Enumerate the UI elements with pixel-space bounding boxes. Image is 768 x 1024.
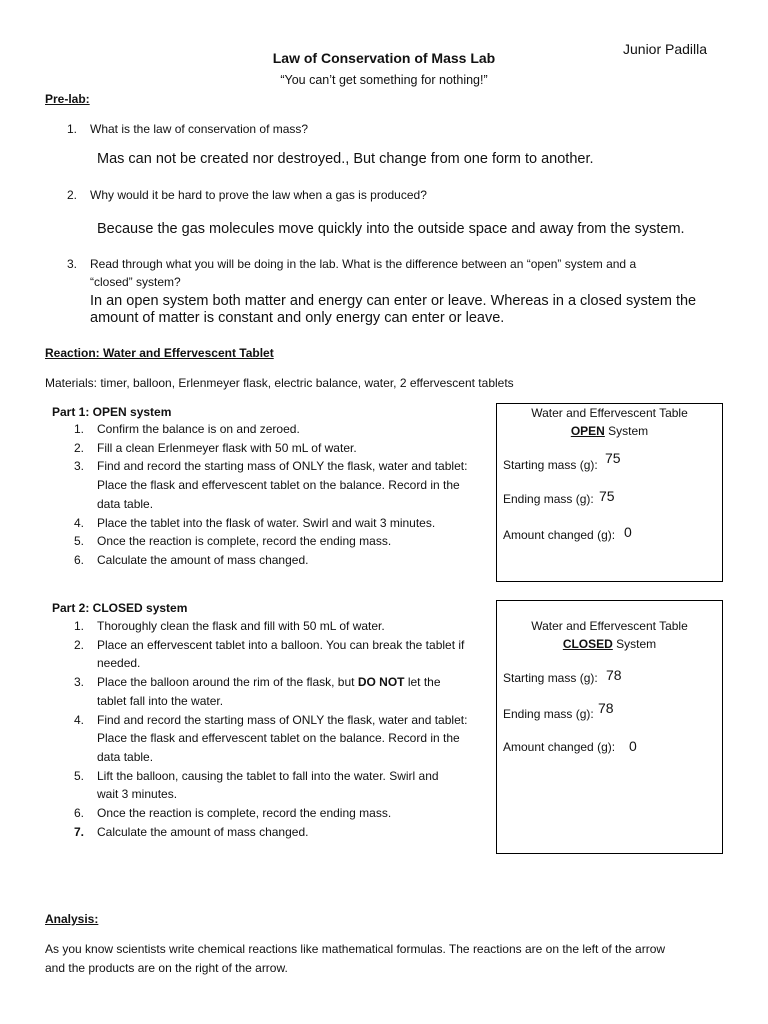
open-starting-mass-value: 75 (605, 450, 621, 466)
list-item: wait 3 minutes. (97, 787, 178, 802)
question-2-text: Why would it be hard to prove the law when a gas is produced? (90, 188, 427, 202)
open-table-title: Water and Effervescent Table (531, 406, 688, 420)
open-starting-mass-label: Starting mass (g): (503, 458, 598, 472)
closed-system-table (496, 600, 723, 854)
list-item: 4. Place the tablet into the flask of water. Swirl and wait 3 minutes. (74, 515, 436, 530)
list-item: 1. Confirm the balance is on and zeroed. (74, 422, 300, 436)
list-item: needed. (97, 656, 141, 671)
list-item: tablet fall into the water. (97, 693, 224, 708)
open-amount-changed-label: Amount changed (g): (503, 528, 616, 542)
closed-ending-mass-label: Ending mass (g): (503, 707, 594, 721)
open-amount-changed-value: 0 (624, 524, 632, 540)
open-system-table (496, 403, 723, 582)
student-name: Junior Padilla (623, 41, 708, 57)
closed-amount-changed-label: Amount changed (g): (503, 740, 616, 754)
question-3-text-line1: Read through what you will be doing in the lab. What is the difference between an “open” system and a (90, 257, 637, 271)
list-item: 6. Once the reaction is complete, record the ending mass. (74, 806, 392, 821)
list-item: 6. Calculate the amount of mass changed. (74, 552, 309, 567)
prelab-heading: Pre-lab: (45, 92, 90, 106)
answer-3-line1: In an open system both matter and energy can enter or leave. Whereas in a closed system the (90, 293, 697, 309)
question-2-number: 2. (67, 188, 78, 202)
list-item: 3. Find and record the starting mass of ONLY the flask, water and tablet: (74, 459, 468, 474)
part1-steps (52, 420, 467, 570)
list-item: 5. Once the reaction is complete, record the ending mass. (74, 534, 392, 549)
list-item: 2. Fill a clean Erlenmeyer flask with 50 mL of water. (74, 440, 357, 455)
open-ending-mass-value: 75 (599, 488, 615, 504)
analysis-text-line2: and the products are on the right of the arrow. (45, 961, 288, 975)
list-item: 5. Lift the balloon, causing the tablet to fall into the water. Swirl and (74, 768, 439, 783)
list-item: 1. Thoroughly clean the flask and fill with 50 mL of water. (74, 619, 385, 633)
question-3-number: 3. (67, 257, 78, 271)
materials-text: Materials: timer, balloon, Erlenmeyer flask, electric balance, water, 2 effervescent tablets (45, 376, 514, 390)
closed-ending-mass-value: 78 (598, 700, 614, 716)
analysis-heading: Analysis: (45, 912, 99, 926)
reaction-heading: Reaction: Water and Effervescent Tablet (45, 346, 274, 360)
analysis-text-line1: As you know scientists write chemical reactions like mathematical formulas. The reactions are on the left of the arrow (45, 942, 666, 956)
list-item: data table. (97, 749, 154, 764)
list-item: Place the flask and effervescent tablet on the balance. Record in the (97, 478, 460, 493)
open-table-system-label: OPEN System (570, 424, 649, 438)
answer-1: Mas can not be created nor destroyed., But change from one form to another. (97, 151, 594, 167)
list-item: Place the flask and effervescent tablet on the balance. Record in the (97, 731, 460, 746)
closed-amount-changed-value: 0 (629, 738, 637, 754)
list-item: 3. Place the balloon around the rim of the flask, but DO NOT let the (74, 675, 441, 690)
answer-3-line2: amount of matter is constant and only energy can enter or leave. (90, 310, 505, 326)
list-item: data table. (97, 496, 154, 511)
part2-heading: Part 2: CLOSED system (52, 601, 188, 615)
question-1-text: What is the law of conservation of mass? (90, 122, 309, 136)
part1-heading: Part 1: OPEN system (52, 405, 172, 419)
question-1-number: 1. (67, 122, 78, 136)
question-3-text-line2: “closed” system? (90, 275, 181, 289)
part2-steps (52, 617, 467, 841)
closed-table-system-label: CLOSED System (562, 637, 657, 651)
closed-starting-mass-label: Starting mass (g): (503, 671, 598, 685)
open-ending-mass-label: Ending mass (g): (503, 492, 594, 506)
list-item: 2. Place an effervescent tablet into a balloon. You can break the tablet if (74, 637, 465, 652)
answer-2: Because the gas molecules move quickly into the outside space and away from the system. (97, 221, 685, 237)
closed-starting-mass-value: 78 (606, 667, 622, 683)
document-subtitle: “You can’t get something for nothing!” (280, 73, 488, 87)
list-item: 7. Calculate the amount of mass changed. (74, 824, 309, 839)
list-item: 4. Find and record the starting mass of ONLY the flask, water and tablet: (74, 712, 468, 727)
closed-table-title: Water and Effervescent Table (531, 619, 688, 633)
document-title: Law of Conservation of Mass Lab (272, 50, 496, 66)
